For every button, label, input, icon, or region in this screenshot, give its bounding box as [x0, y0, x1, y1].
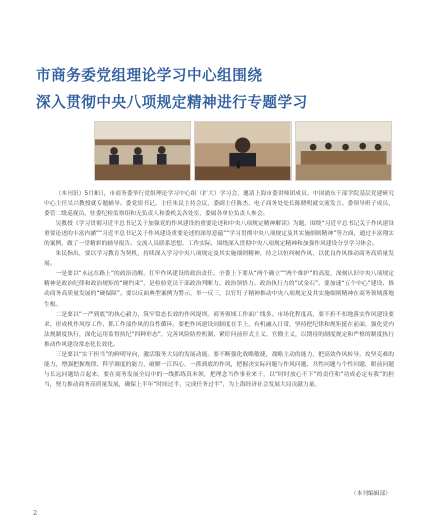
editor-credit: （本刊编辑部） — [350, 491, 391, 497]
speaker-photo — [194, 121, 291, 181]
photo-strip — [94, 121, 392, 181]
article-title-line-1: 市商务委党组理论学习中心组围绕 — [36, 67, 263, 84]
article-paragraph: 三是要以“实干担当”的鲜明导向，激活服务大局的发展动能。要不断强化战略敏捷，战略主动的能力，把高效作风转导，攻坚克难的能力，增强把握规律、科学调度的能力，破解一江四心、一抓到底的作风，把握决实际问题与作风问题、共性问题与个性问题、眼前问题与长远问题结合起来。要在商务发展全局中的一线抓练真本领，把理念当作事业来干，以“时时放心不下”的责任和“功成必定有我”的担当，努力推动商务高质量发展，确保上半年“时间过半，完成任务过半”，为上海经济社会发展大局贡献力量。 — [44, 351, 394, 388]
article-paragraph: 二是要以“一严到底”的执心毅力，筑牢常态长效的作风堤坝。商务领域工作面广线多、市场化程度高，要不折不扣地落实作风建设要求，形成机作风厚工作、抓工作部作风的良性循环。要把作风建设同制度在手上，有机融入日常，坚持把纪律和规矩挺在前面，强化党内法规制度执行，深化运用监督执纪“四种形态”，完善风险防控机制，紧盯问前形式主义、官僚主义，以期待的制度规定和严格的制度执行推动作风建设常态化长效化。 — [44, 311, 394, 348]
article-title-line-2: 深入贯彻中央八项规定精神进行专题学习 — [36, 94, 308, 111]
article-title — [36, 62, 406, 116]
article-paragraph: 朱民指出，要以学习教育为契机，持续深入学习中央八项规定及其实施细则精神，持之以恒纠树作风，以优良作风推动商务高质量发展。 — [44, 251, 394, 268]
article-paragraph: 吴教授《学习贯彻习近平总书记关于加强党的作风建设的重要论述和中央八项规定精神解读》为题，围绕“习近平总书记关于作风建设重要论述的丰富内涵”“习近平总书记关于作风建设重要论述的深厚意蕴”“学习贯彻中央八项规定及其实施细则精神”等方面，通过丰富翔实的案例，做了一堂精彩的辅导报告。交流人员联系思想、工作实际，围绕深入贯彻中央八项规定精神和加强作风建设分享学习体会。 — [44, 221, 394, 248]
meeting-wide-photo — [94, 121, 191, 181]
article-paragraph: 一是要以“永远在路上”的政治清醒，扛牢作风建设的政治责任。全委上下要从“两个确立”“两个维护”的高度，深刻认识中央八项规定精神是政治纪律和政治规矩的“硬约束”，是检验党员干部政治判断力、政治领悟力、政治执行力的“试金石”。要加速“五个中心”建设、推动商务高质量发展的“硬保障”。要以反面典型案例为警示，举一反三，以钉钉子精神推动中央八项规定及其实施细则精神在商务领域落地生根。 — [44, 271, 394, 308]
page-number: 2 — [33, 509, 38, 517]
article-paragraph: （本刊讯）5月8日，市商务委举行党组理论学习中心组（扩大）学习会，邀请上海市委讲师团成员、中国浦东干部学院基层党建研究中心主任吴兴教授就专题辅导。委党组书记、主任朱民主持会议，委副主任陈杰、电子商务处处长陈晓明就交流发言。委领导班子成员、委管二级巡视员、驻委纪检监察组和无负责人和委机关各处室、委属各单位负责人参会。 — [44, 191, 394, 218]
conference-table-photo — [295, 121, 392, 181]
article-body — [44, 189, 394, 390]
